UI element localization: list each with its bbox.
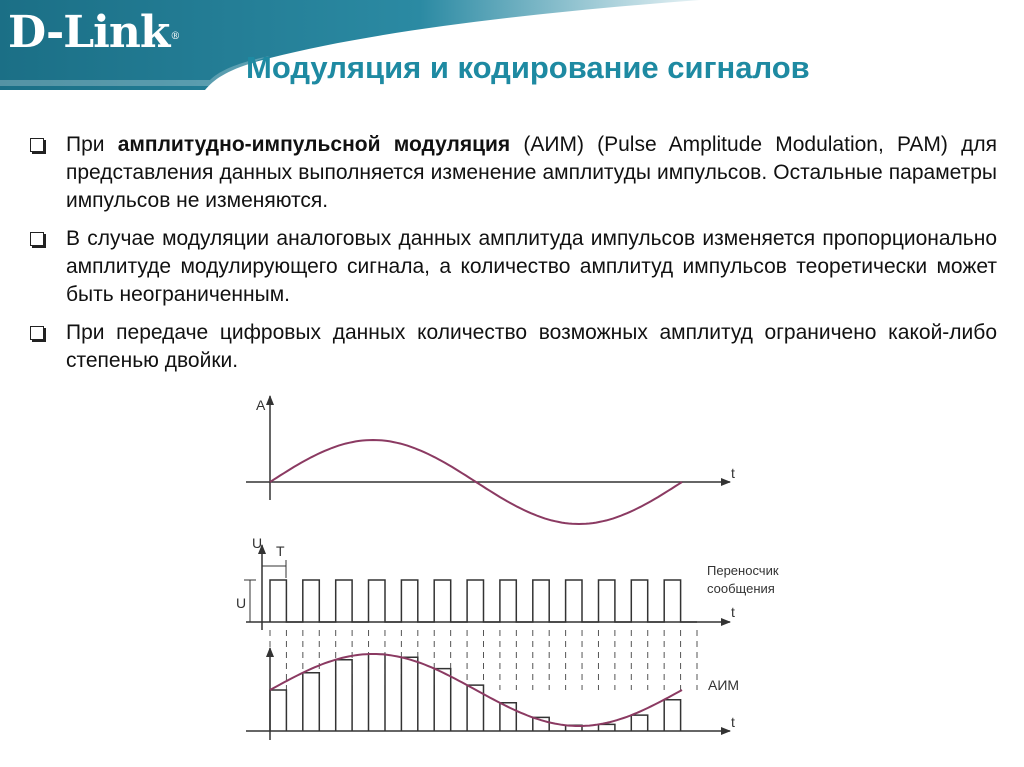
bullet-text-after: (АИМ) (Pulse Amplitude Modulation, PAM) для представления данных выполняется изменение амплитуды импульсов. Остальные параметры импульсов не изменяются.: [66, 133, 997, 212]
carrier-label-line2: сообщения: [707, 581, 775, 596]
bottom-x-axis-label: t: [731, 714, 735, 730]
bullet-text-bold: амплитудно-импульсной модуляция: [117, 133, 511, 156]
pam-pulse: [270, 690, 286, 731]
bullet-text-before: При: [66, 133, 118, 156]
bullet-text: В случае модуляции аналоговых данных амплитуда импульсов изменяется пропорционально амплитуде модулирующего сигнала, а количество амплитуд импульсов теоретически может быть неограниченным.: [66, 227, 997, 306]
carrier-pulse-train: [270, 580, 697, 622]
pam-pulse: [599, 724, 615, 731]
registered-mark: ®: [170, 31, 180, 42]
amplitude-label: U: [236, 595, 247, 611]
mid-y-axis-label: U: [252, 535, 263, 551]
carrier-label-line1: Переносчик: [707, 563, 779, 578]
pam-pulse: [631, 715, 647, 731]
pam-pulse: [664, 700, 680, 731]
pam-pulse: [303, 673, 320, 731]
pam-pulse: [434, 669, 451, 731]
pam-pulse: [401, 657, 417, 731]
pam-pulse: [336, 660, 352, 731]
pam-label: АИМ: [708, 677, 740, 693]
slide-title: Модуляция и кодирование сигналов: [246, 50, 810, 85]
mid-x-axis-label: t: [731, 604, 735, 620]
top-x-axis-label: t: [731, 465, 735, 481]
period-label: T: [276, 543, 285, 559]
top-y-axis-label: A: [256, 397, 266, 413]
bullet-text: При передаче цифровых данных количество возможных амплитуд ограничено какой-либо степенью двойки.: [66, 321, 997, 372]
pam-pulse: [369, 654, 386, 731]
pam-envelope-sine: [270, 654, 682, 726]
logo-text: D-Link: [8, 7, 170, 58]
